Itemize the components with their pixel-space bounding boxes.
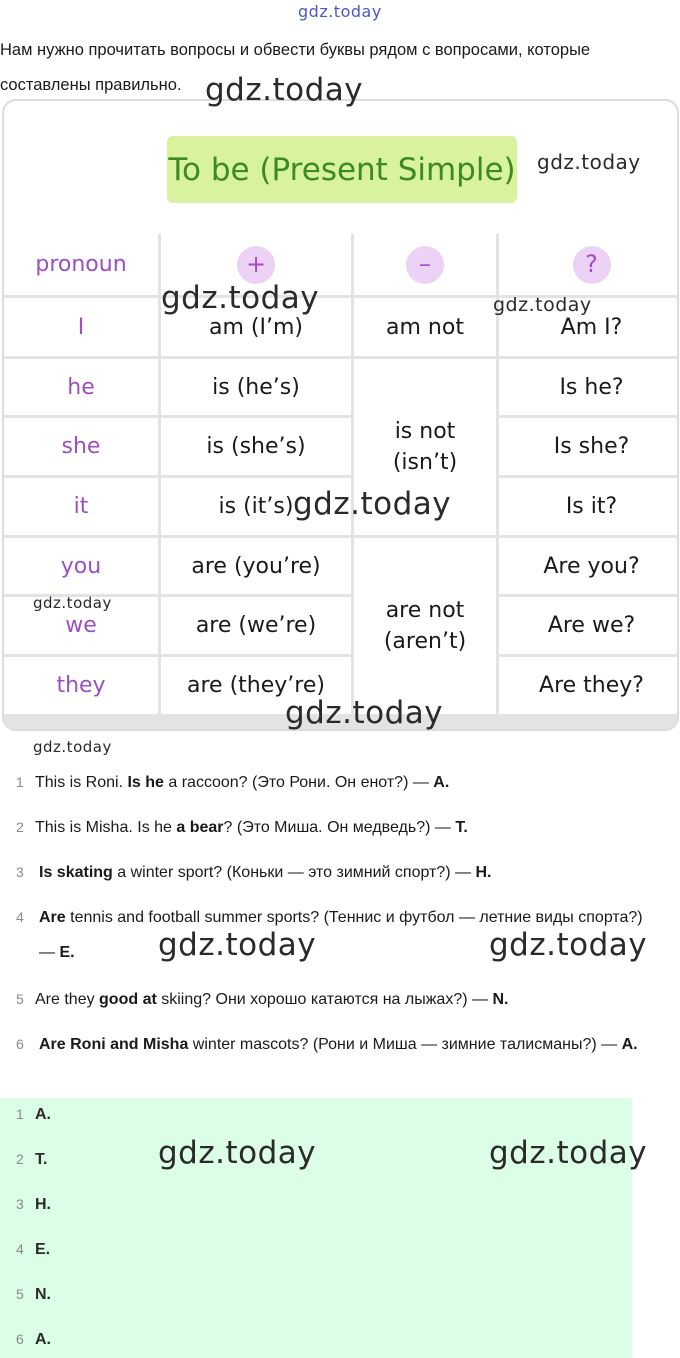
plus-they: are (they’re) — [161, 657, 351, 714]
watermark: gdz.today — [537, 150, 641, 174]
question-icon: ? — [573, 246, 611, 284]
header-pronoun: pronoun — [4, 234, 158, 295]
table-title: To be (Present Simple) — [167, 136, 517, 203]
item-number: 6 — [16, 1036, 24, 1052]
question-he: Is he? — [499, 359, 679, 415]
watermark: gdz.today — [161, 280, 320, 316]
plus-she: is (she’s) — [161, 418, 351, 475]
question-she: Is she? — [499, 418, 679, 475]
plus-icon: + — [237, 246, 275, 284]
plus-he: is (he’s) — [161, 359, 351, 415]
watermark: gdz.today — [33, 594, 112, 612]
item-number: 4 — [16, 909, 24, 925]
question-you: Are you? — [499, 538, 679, 594]
pronoun-he: he — [4, 359, 158, 415]
watermark: gdz.today — [489, 927, 648, 963]
plus-i: am (I’m) — [161, 298, 351, 356]
question-i: Am I? — [499, 298, 679, 356]
minus-icon: – — [406, 246, 444, 284]
watermark: gdz.today — [158, 1135, 317, 1171]
header-question — [499, 234, 679, 295]
grammar-table-card — [2, 99, 679, 731]
minus-is-line2: (isn’t) — [392, 450, 458, 475]
minus-i: am not — [354, 298, 496, 356]
watermark: gdz.today — [489, 1135, 648, 1171]
question-we: Are we? — [499, 597, 679, 654]
minus-are-line1: are not — [385, 598, 465, 623]
plus-it: is (it’s) — [161, 478, 351, 535]
question-they: Are they? — [499, 657, 679, 714]
minus-is-line1: is not — [394, 419, 456, 444]
watermark: gdz.today — [493, 294, 592, 316]
item-text: Is skating a winter sport? (Коньки — это зимний спорт?) — H. — [39, 864, 492, 881]
item-number: 5 — [16, 991, 24, 1007]
header-minus — [354, 234, 496, 295]
plus-you: are (you’re) — [161, 538, 351, 594]
plus-we: are (we’re) — [161, 597, 351, 654]
minus-are-line2: (aren’t) — [383, 629, 467, 654]
pronoun-you: you — [4, 538, 158, 594]
item-number: 2 — [16, 819, 24, 835]
watermark: gdz.today — [33, 738, 112, 756]
pronoun-i: I — [4, 298, 158, 356]
item-text: Are Roni and Misha winter mascots? (Рони и Миша — зимние талисманы?) — A. — [39, 1036, 638, 1053]
item-text: This is Roni. Is he a raccoon? (Это Рони. Он енот?) — A. — [35, 774, 450, 791]
watermark: gdz.today — [205, 72, 364, 108]
question-it: Is it? — [499, 478, 679, 535]
watermark: gdz.today — [158, 927, 317, 963]
pronoun-we: we — [4, 597, 158, 654]
intro-text: Нам нужно прочитать вопросы и обвести буквы рядом с вопросами, которые составлены правильно. — [0, 41, 591, 94]
item-text: Are tennis and football summer sports? (Теннис и футбол — летние виды спорта?) — E. — [39, 909, 643, 961]
watermark-top: gdz.today — [298, 2, 382, 21]
pronoun-they: they — [4, 657, 158, 714]
watermark: gdz.today — [285, 695, 444, 731]
pronoun-she: she — [4, 418, 158, 475]
answers-block: 1 A. 2 T. 3 H. 4 E. 5 N. 6 A. — [0, 1098, 632, 1358]
item-text: Are they good at skiing? Они хорошо катаются на лыжах?) — N. — [35, 991, 509, 1008]
item-text: This is Misha. Is he a bear? (Это Миша. Он медведь?) — T. — [35, 819, 468, 836]
item-number: 3 — [16, 864, 24, 880]
minus-are — [354, 538, 496, 714]
watermark: gdz.today — [293, 486, 452, 522]
item-number: 1 — [16, 774, 24, 790]
pronoun-it: it — [4, 478, 158, 535]
